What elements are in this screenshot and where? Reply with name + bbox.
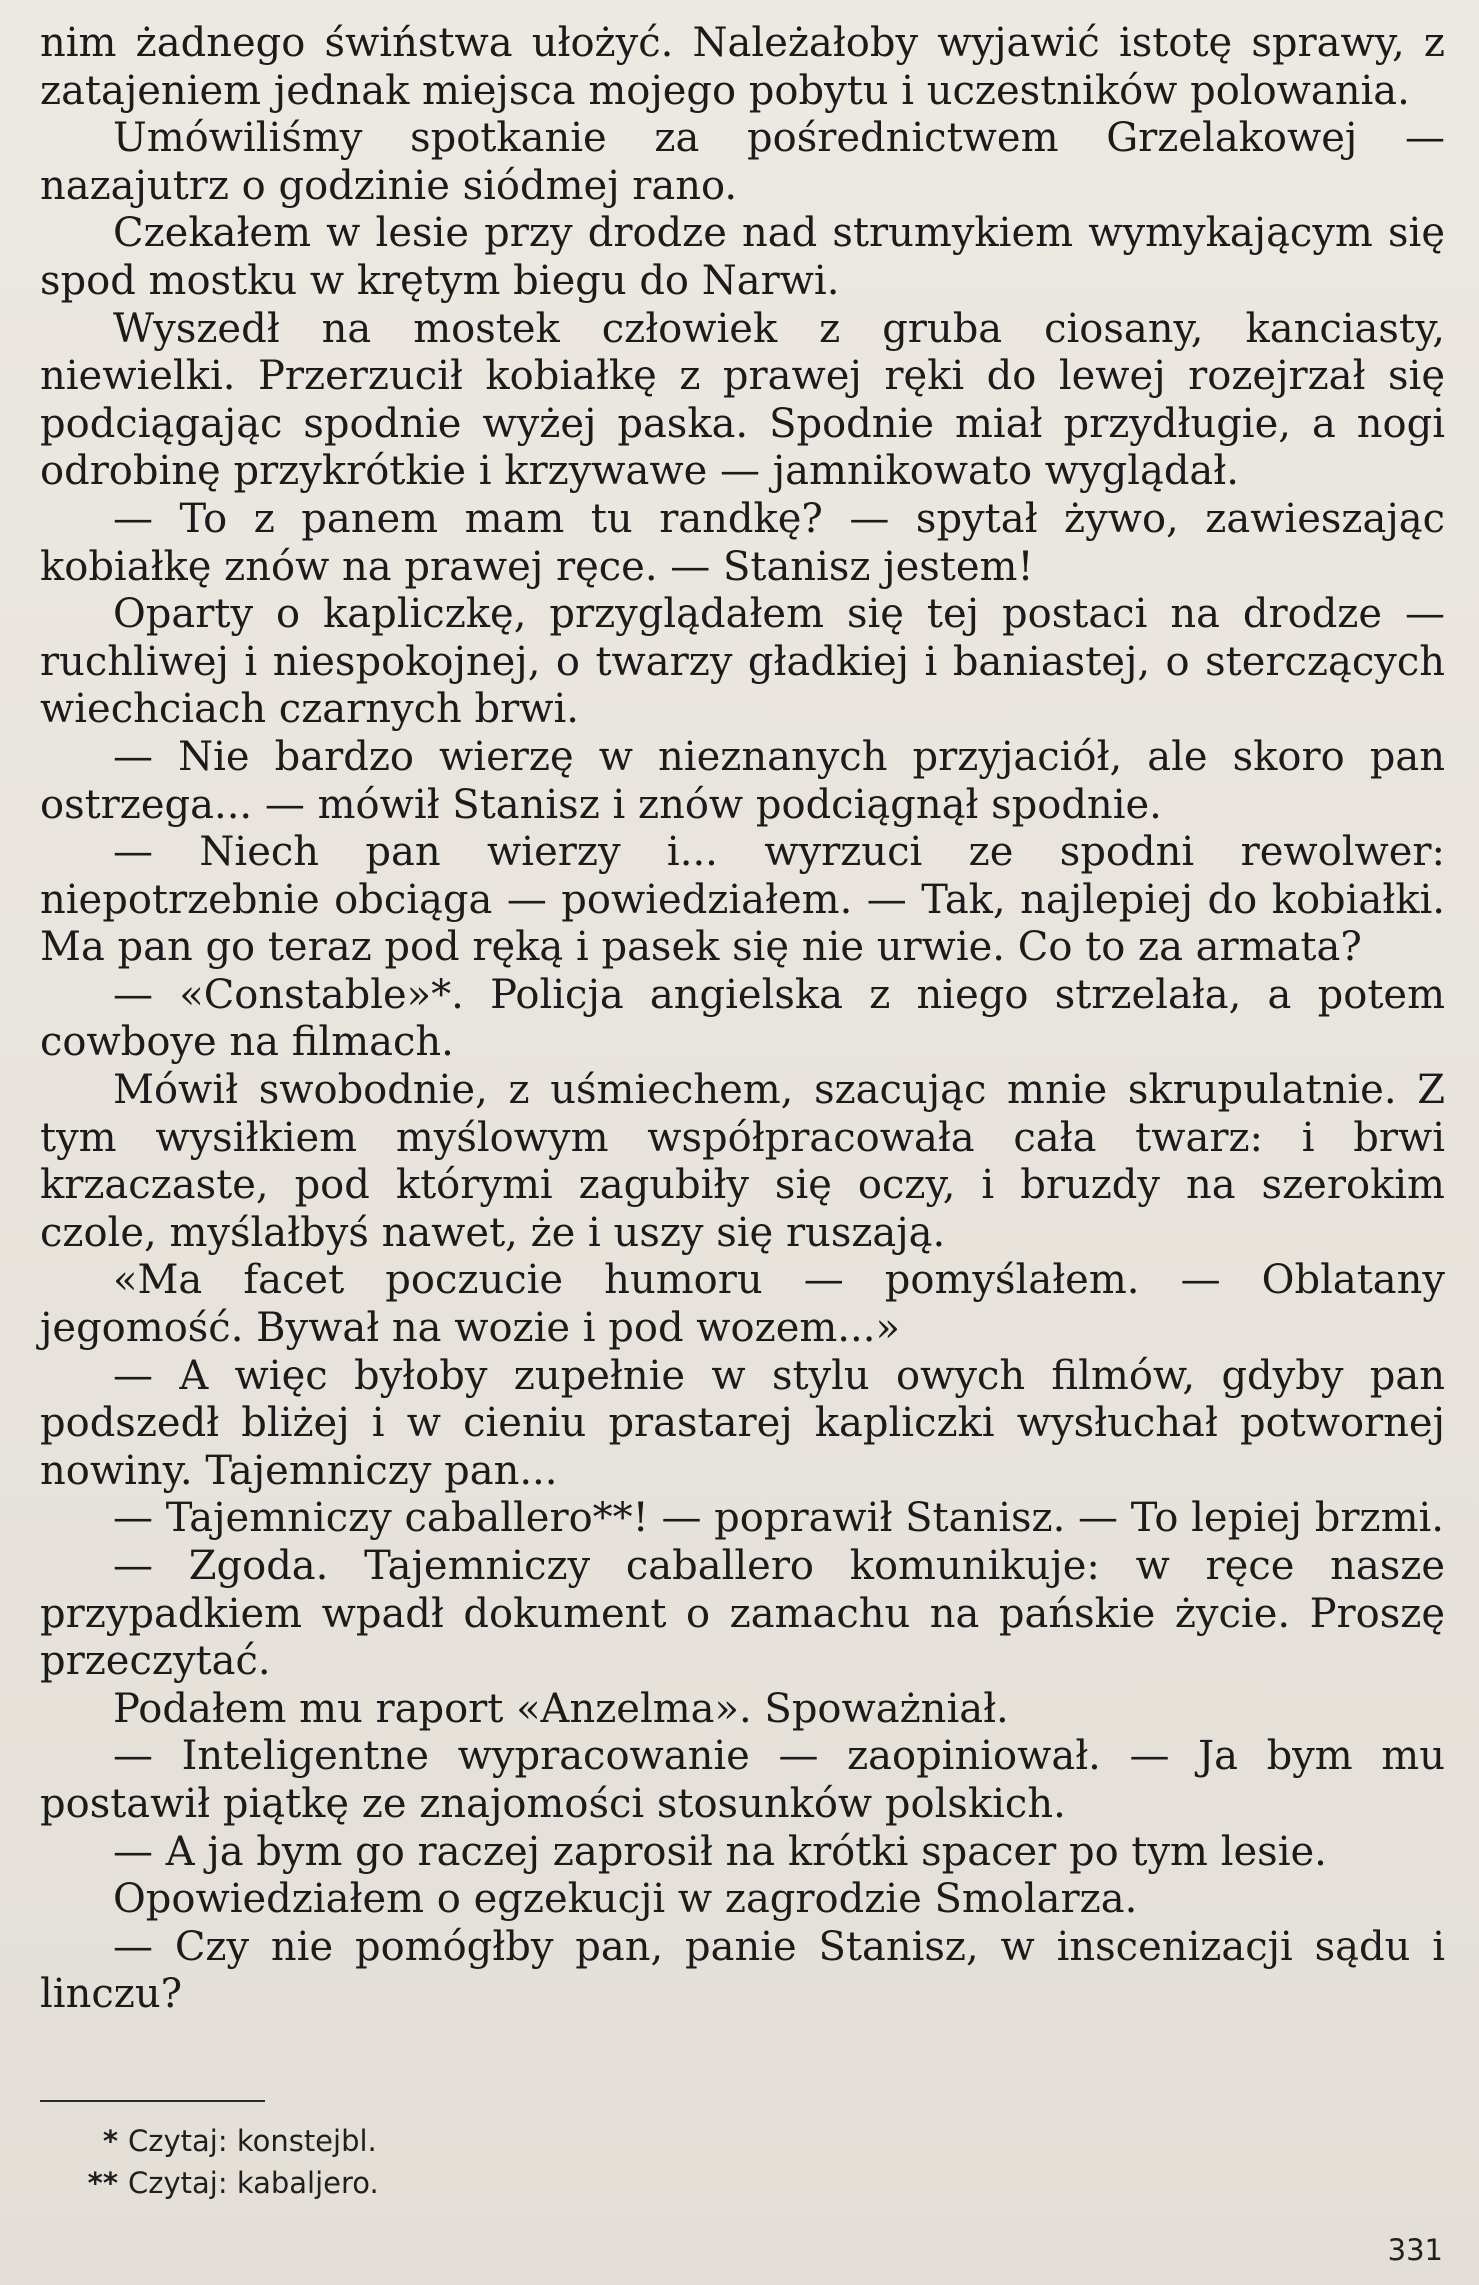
paragraph: Umówiliśmy spotkanie za pośrednictwem Grzelakowej — nazajutrz o godzinie siódmej rano.: [40, 115, 1445, 209]
page-number: 331: [1387, 2233, 1443, 2267]
footnote: [40, 2120, 740, 2162]
footnote-text: Czytaj: kabaljero.: [128, 2166, 379, 2200]
paragraph: — To z panem mam tu randkę? — spytał żywo, zawieszając kobiałkę znów na prawej ręce. — Stanisz jestem!: [40, 495, 1445, 590]
paragraph: — A ja bym go raczej zaprosił na krótki spacer po tym lesie.: [113, 1828, 1327, 1875]
paragraph: Oparty o kapliczkę, przyglądałem się tej postaci na drodze — ruchliwej i niespokojnej, o twarzy gładkiej i baniastej, o sterczących wiechciach czarnych brwi.: [40, 591, 1445, 733]
footnote: [40, 2162, 740, 2204]
paragraph: Czekałem w lesie przy drodze nad strumykiem wymykającym się spod mostku w krętym biegu do Narwi.: [40, 210, 1445, 304]
footnote-divider: [40, 2100, 265, 2102]
paragraph: — Tajemniczy caballero**! — poprawił Stanisz. — To lepiej brzmi.: [113, 1495, 1445, 1542]
paragraph: — Inteligentne wypracowanie — zaopiniował. — Ja bym mu postawił piątkę ze znajomości stosunków polskich.: [40, 1733, 1445, 1827]
footnotes: [40, 2120, 740, 2204]
footnote-mark: **: [87, 2166, 118, 2200]
paragraph: — «Constable»*. Policja angielska z niego strzelała, a potem cowboye na filmach.: [40, 971, 1445, 1066]
paragraph: Podałem mu raport «Anzelma». Spoważniał.: [113, 1685, 1009, 1732]
paragraph: Wyszedł na mostek człowiek z gruba ciosany, kanciasty, niewielki. Przerzucił kobiałkę z prawej ręki do lewej rozejrzał się podciągając spodnie wyżej paska. Spodnie miał przydługie, a nogi odrobinę przykrótkie i krzywawe — jamnikowato wyglądał.: [40, 305, 1445, 495]
paragraph: — Czy nie pomógłby pan, panie Stanisz, w inscenizacji sądu i linczu?: [40, 1923, 1445, 2018]
paragraph: Mówił swobodnie, z uśmiechem, szacując mnie skrupulatnie. Z tym wysiłkiem myślowym współpracowała cała twarz: i brwi krzaczaste, pod którymi zagubiły się oczy, i bruzdy na szerokim czole, myślałbyś nawet, że i uszy się ruszają.: [40, 1067, 1445, 1256]
paragraph: Opowiedziałem o egzekucji w zagrodzie Smolarza.: [113, 1876, 1138, 1923]
paragraph: — A więc byłoby zupełnie w stylu owych filmów, gdyby pan podszedł bliżej i w cieniu prastarej kapliczki wysłuchał potwornej nowiny. Tajemniczy pan...: [40, 1352, 1445, 1494]
paragraph: «Ma facet poczucie humoru — pomyślałem. — Oblatany jegomość. Bywał na wozie i pod wozem...»: [40, 1257, 1445, 1352]
footnote-mark: *: [102, 2124, 118, 2158]
paragraph: — Nie bardzo wierzę w nieznanych przyjaciół, ale skoro pan ostrzega... — mówił Stanisz i znów podciągnął spodnie.: [40, 733, 1445, 828]
paragraph: — Zgoda. Tajemniczy caballero komunikuje: w ręce nasze przypadkiem wpadł dokument o zamachu na pańskie życie. Proszę przeczytać.: [40, 1543, 1445, 1685]
main-text: [40, 20, 1445, 2019]
paragraph: — Niech pan wierzy i... wyrzuci ze spodni rewolwer: niepotrzebnie obciąga — powiedziałem. — Tak, najlepiej do kobiałki. Ma pan go teraz pod ręką i pasek się nie urwie. Co to za armata?: [40, 829, 1445, 971]
footnote-text: Czytaj: konstejbl.: [128, 2124, 377, 2158]
paragraph-continuation: nim żadnego świństwa ułożyć. Należałoby wyjawić istotę sprawy, z zatajeniem jednak miejsca mojego pobytu i uczestników polowania.: [40, 20, 1445, 114]
